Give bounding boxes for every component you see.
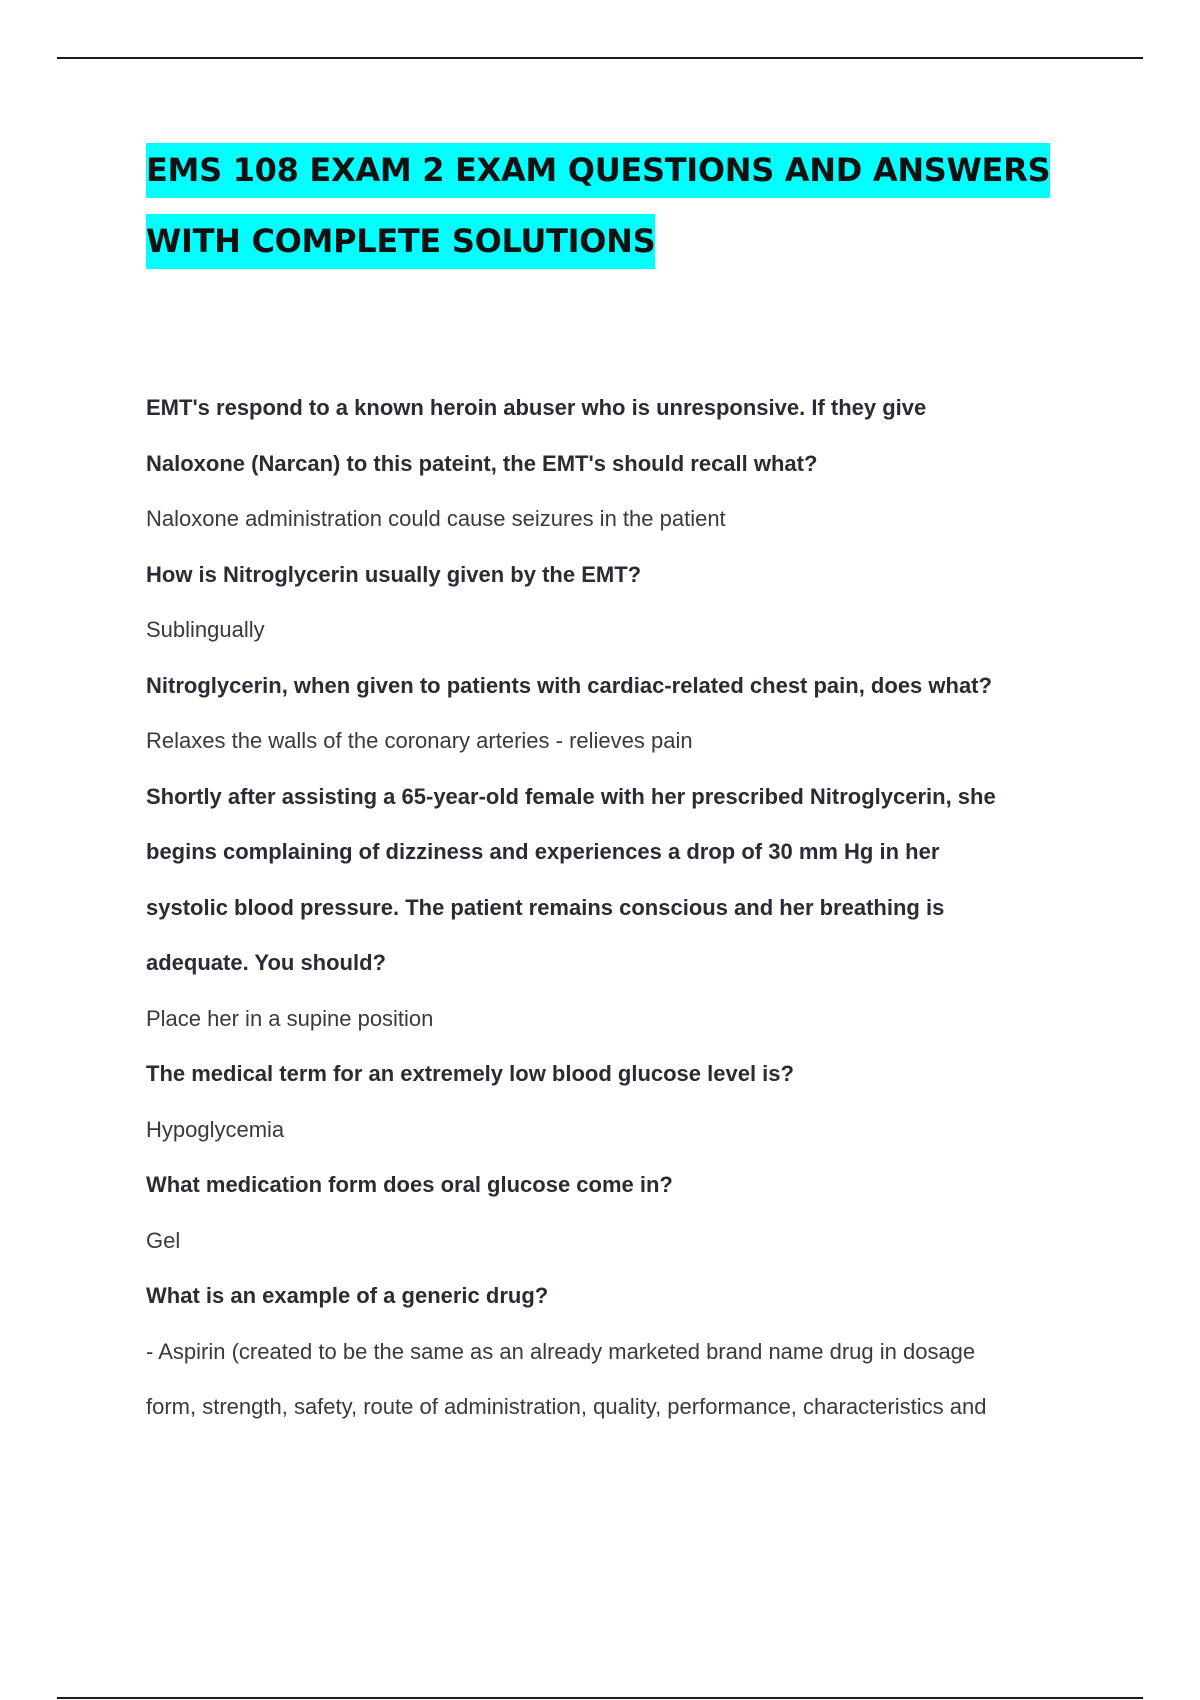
answer-text: Gel (146, 1227, 181, 1253)
top-rule (57, 57, 1143, 59)
answer-text: Naloxone administration could cause seizures in the patient (146, 506, 726, 531)
qa-item (146, 1268, 1106, 1435)
question-text: How is Nitroglycerin usually given by the EMT? (146, 561, 642, 587)
answer-text: form, strength, safety, route of administration, quality, performance, characteristics and (146, 1394, 987, 1419)
document-body (146, 140, 1106, 1435)
question-text: What is an example of a generic drug? (146, 1283, 549, 1308)
question-text: Shortly after assisting a 65-year-old female with her prescribed Nitroglycerin, she (146, 783, 996, 809)
title-highlight-1: EMS 108 EXAM 2 EXAM QUESTIONS AND ANSWERS (146, 143, 1050, 198)
question-text: Naloxone (Narcan) to this pateint, the EMT's should recall what? (146, 450, 818, 476)
bottom-rule (57, 1697, 1143, 1699)
qa-item (146, 658, 1106, 769)
document-title (146, 122, 1106, 290)
question-text: Nitroglycerin, when given to patients with cardiac-related chest pain, does what? (146, 672, 992, 698)
qa-list (146, 380, 1106, 1435)
answer-text: Hypoglycemia (146, 1116, 285, 1142)
qa-item (146, 1046, 1106, 1157)
question-text: What medication form does oral glucose come in? (146, 1172, 673, 1197)
qa-item (146, 769, 1106, 1047)
qa-item (146, 1157, 1106, 1268)
qa-item (146, 547, 1106, 658)
answer-text: Sublingually (146, 617, 265, 642)
answer-text: Relaxes the walls of the coronary arteries - relieves pain (146, 728, 693, 753)
title-highlight-2: WITH COMPLETE SOLUTIONS (146, 214, 655, 269)
question-text: The medical term for an extremely low blood glucose level is? (146, 1061, 794, 1086)
question-text: begins complaining of dizziness and experiences a drop of 30 mm Hg in her (146, 839, 940, 864)
answer-text: - Aspirin (created to be the same as an already marketed brand name drug in dosage (146, 1338, 976, 1364)
question-text: adequate. You should? (146, 950, 386, 975)
question-text: systolic blood pressure. The patient remains conscious and her breathing is (146, 894, 945, 920)
qa-item (146, 380, 1106, 547)
question-text: EMT's respond to a known heroin abuser who is unresponsive. If they give (146, 395, 927, 420)
answer-text: Place her in a supine position (146, 1005, 434, 1031)
